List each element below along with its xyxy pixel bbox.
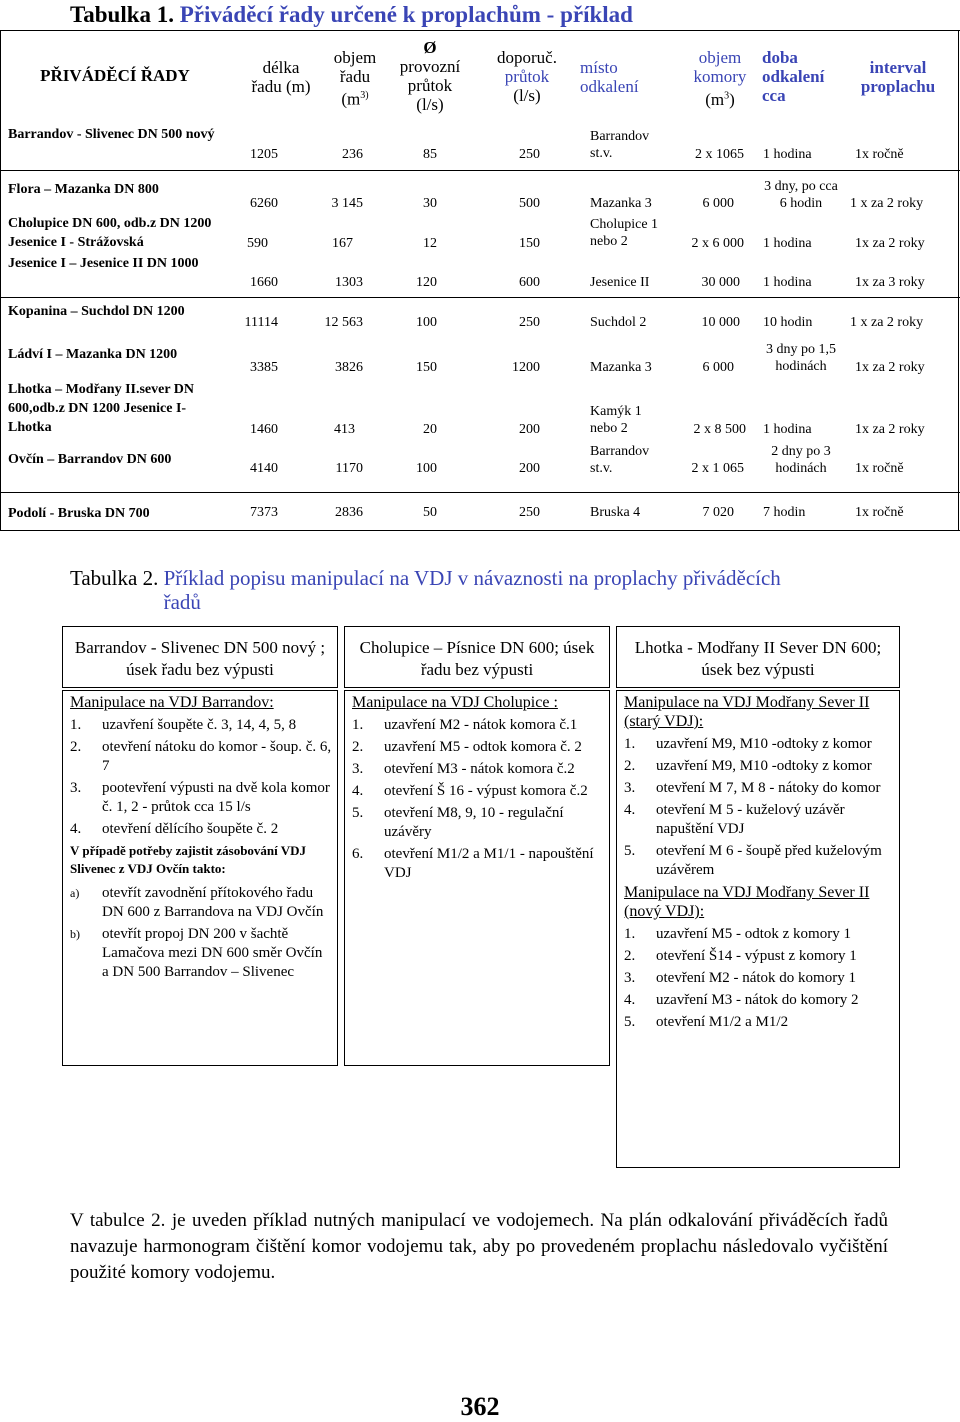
col1-body [70,693,332,985]
table1-caption: Tabulka 1. Přiváděcí řady určené k proplachům - příklad [70,2,633,27]
row-name: Kopanina – Suchdol DN 1200 [8,304,185,319]
table1-rule [0,297,960,298]
list-item: 4. otevření dělícího šoupěte č. 2 [70,821,279,837]
cell-misto: Barrandov st.v. [590,444,650,476]
cell-objem: 413 [334,422,355,437]
cell-interval: 1x za 2 roky [855,360,925,375]
row-name: Barrandov - Slivenec DN 500 nový [8,127,215,142]
header-doba: doba odkalení cca [762,48,825,105]
header-komora: objem komory $(m^3)$ [693,48,747,109]
row-name: Jesenice I – Jesenice II DN 1000 [8,256,199,271]
cell-komora: 6 000 [702,196,734,211]
col1-head: Barrandov - Slivenec DN 500 nový ; úsek řadu bez výpusti [74,638,326,679]
list-item: 2. uzavření M9, M10 -odtoky z komor [624,758,872,774]
cell-doba: 1 hodina [763,147,812,162]
cell-doporuc: 600 [519,275,540,290]
cell-doporuc: 200 [519,422,540,437]
cell-misto: Mazanka 3 [590,196,652,211]
cell-komora: 10 000 [701,315,740,330]
list-item: 2. otevření Š14 - výpust z komory 1 [624,948,857,964]
header-doporuc: doporuč. průtok (l/s) [497,48,557,105]
cell-misto: Barrandov st.v. [590,129,650,161]
page-number: 362 [460,1392,500,1421]
row-name: Ládví I – Mazanka DN 1200 [8,347,178,362]
cell-objem: 1170 [335,461,363,476]
col3-head: Lhotka - Modřany II Sever DN 600; úsek bez výpusti [634,638,882,679]
cell-delka: 3385 [250,360,278,375]
row-name: Podolí - Bruska DN 700 [8,506,150,521]
cell-doporuc: 200 [519,461,540,476]
cell-prutok: 150 [416,360,437,375]
header-privadeci-rady: PŘIVÁDĚCÍ ŘADY [40,66,190,85]
list-item: 4. otevření Š 16 - výpust komora č.2 [352,783,588,799]
row-name: Lhotka – Modřany II.sever DN 600,odb.z DN 1200 Jesenice I-Lhotka [8,382,195,435]
cell-delka: 590 [247,236,268,251]
col3-sub2: Manipulace na VDJ Modřany Sever II (nový VDJ): [624,884,870,920]
cell-delka: 11114 [244,315,278,330]
cell-objem: 167 [332,236,353,251]
cell-objem: 236 [342,147,363,162]
cell-doba: 3 dny po 1,5 hodinách [766,342,836,374]
cell-doba: 1 hodina [763,422,812,437]
cell-prutok: 20 [423,422,437,437]
cell-doporuc: 500 [519,196,540,211]
cell-objem: 1303 [335,275,363,290]
col2-body [352,693,604,886]
header-misto: místo odkalení [580,58,639,96]
cell-interval: 1x za 3 roky [855,275,925,290]
cell-misto: Cholupice 1 nebo 2 [590,217,659,249]
cell-prutok: 85 [423,147,437,162]
list-item: 4. uzavření M3 - nátok do komory 2 [624,992,859,1008]
col2-sub: Manipulace na VDJ Cholupice : [352,694,558,711]
list-item: 4. otevření M 5 - kuželový uzávěr napuštění VDJ [624,802,845,837]
list-item: 3. otevření M3 - nátok komora č.2 [352,761,575,777]
cell-doporuc: 150 [519,236,540,251]
cell-delka: 6260 [250,196,278,211]
list-item: 2. uzavření M5 - odtok komora č. 2 [352,739,582,755]
cell-interval: 1x ročně [855,461,904,476]
header-delka: délka řadu (m) [251,58,311,96]
cell-komora: 2 x 1065 [695,147,744,162]
list-item: 1. uzavření M2 - nátok komora č.1 [352,717,578,733]
cell-delka: 1205 [250,147,278,162]
cell-komora: 2 x 8 500 [693,422,746,437]
cell-interval: 1 x za 2 roky [850,196,924,211]
cell-doporuc: 250 [519,505,540,520]
cell-komora: 7 020 [702,505,734,520]
cell-prutok: 50 [423,505,437,520]
table2-caption: Tabulka 2. Příklad popisu manipulací na VDJ v návaznosti na proplachy přiváděcích řadů [70,566,781,614]
cell-doba: 1 hodina [763,275,812,290]
cell-objem: 12 563 [324,315,363,330]
table1-left-border [0,30,1,530]
list-item: 1. uzavření M9, M10 -odtoky z komor [624,736,872,752]
list-item: 1. uzavření šoupěte č. 3, 14, 4, 5, 8 [70,717,297,733]
cell-objem: 3826 [335,360,363,375]
cell-doba: 7 hodin [763,505,806,520]
col3-sub: Manipulace na VDJ Modřany Sever II (starý VDJ): [624,694,870,730]
table1-bottom-rule [0,530,960,531]
cell-interval: 1x ročně [855,505,904,520]
cell-doba: 3 dny, po cca 6 hodin [764,179,838,211]
cell-misto: Mazanka 3 [590,360,652,375]
cell-komora: 2 x 1 065 [691,461,744,476]
cell-prutok: 12 [423,236,437,251]
list-item: 5. otevření M 6 - šoupě před kuželovým uzávěrem [624,843,882,878]
cell-komora: 6 000 [702,360,734,375]
list-item: 3. pootevření výpusti na dvě kola komor č. 1, 2 - průtok cca 15 l/s [70,780,330,815]
cell-misto: Suchdol 2 [590,315,647,330]
cell-doba: 1 hodina [763,236,812,251]
cell-prutok: 120 [416,275,437,290]
cell-doba: 2 dny po 3 hodinách [771,444,831,476]
cell-prutok: 100 [416,461,437,476]
cell-misto: Jesenice II [590,275,650,290]
table1-rule [0,492,960,493]
cell-interval: 1 x za 2 roky [850,315,924,330]
list-item: 1. uzavření M5 - odtok z komory 1 [624,926,851,942]
cell-interval: 1x za 2 roky [855,236,925,251]
list-item: b) otevřít propoj DN 200 v šachtě Lamačova mezi DN 600 směr Ovčín a DN 500 Barrandov – Slivenec [70,926,323,980]
cell-doporuc: 250 [519,315,540,330]
header-prutok: Ø provozní průtok (l/s) [399,38,461,114]
body-paragraph: V tabulce 2. je uveden příklad nutných manipulací ve vodojemech. Na plán odkalování přiváděcích řadů navazuje harmonogram čištění komor vodojemu tak, aby po provedeném proplachu následovalo vyčištění použité komory vodojemu. [70,1210,888,1283]
list-item: 5. otevření M1/2 a M1/2 [624,1014,789,1030]
cell-misto: Bruska 4 [590,505,641,520]
list-item: 5. otevření M8, 9, 10 - regulační uzávěry [352,805,564,840]
list-item: 2. otevření nátoku do komor - šoup. č. 6, 7 [70,739,332,774]
cell-prutok: 100 [416,315,437,330]
row-name: Flora – Mazanka DN 800 [8,182,159,197]
list-item: 3. otevření M2 - nátok do komory 1 [624,970,856,986]
cell-delka: 1460 [250,422,278,437]
cell-komora: 2 x 6 000 [691,236,744,251]
cell-doporuc: 1200 [512,360,540,375]
list-item: 6. otevření M1/2 a M1/1 - napouštění VDJ [352,846,594,881]
col3-body [624,693,894,1035]
cell-delka: 1660 [250,275,278,290]
cell-doporuc: 250 [519,147,540,162]
cell-objem: 2836 [335,505,363,520]
cell-interval: 1x za 2 roky [855,422,925,437]
cell-prutok: 30 [423,196,437,211]
cell-interval: 1x ročně [855,147,904,162]
header-interval: interval proplachu [860,58,936,96]
table1-top-rule [0,30,960,31]
table1-rule [0,170,960,171]
row-name: Cholupice DN 600, odb.z DN 1200 Jesenice I - Strážovská [8,216,212,250]
list-item: 3. otevření M 7, M 8 - nátoky do komor [624,780,881,796]
cell-objem: 3 145 [331,196,363,211]
col1-sub: Manipulace na VDJ Barrandov: [70,694,274,711]
cell-delka: 7373 [250,505,278,520]
col1-note: V případě potřeby zajistit zásobování VDJ Slivenec z VDJ Ovčín takto: [70,843,307,876]
cell-komora: 30 000 [701,275,740,290]
row-name: Ovčín – Barrandov DN 600 [8,452,172,467]
col2-head: Cholupice – Písnice DN 600; úsek řadu bez výpusti [359,638,595,679]
cell-misto: Kamýk 1 nebo 2 [590,404,642,436]
cell-delka: 4140 [250,461,278,476]
cell-doba: 10 hodin [763,315,813,330]
list-item: a) otevřít zavodnění přítokového řadu DN 600 z Barrandova na VDJ Ovčín [70,885,324,920]
header-objem: objem řadu ($m^{3)}$ [333,48,377,109]
